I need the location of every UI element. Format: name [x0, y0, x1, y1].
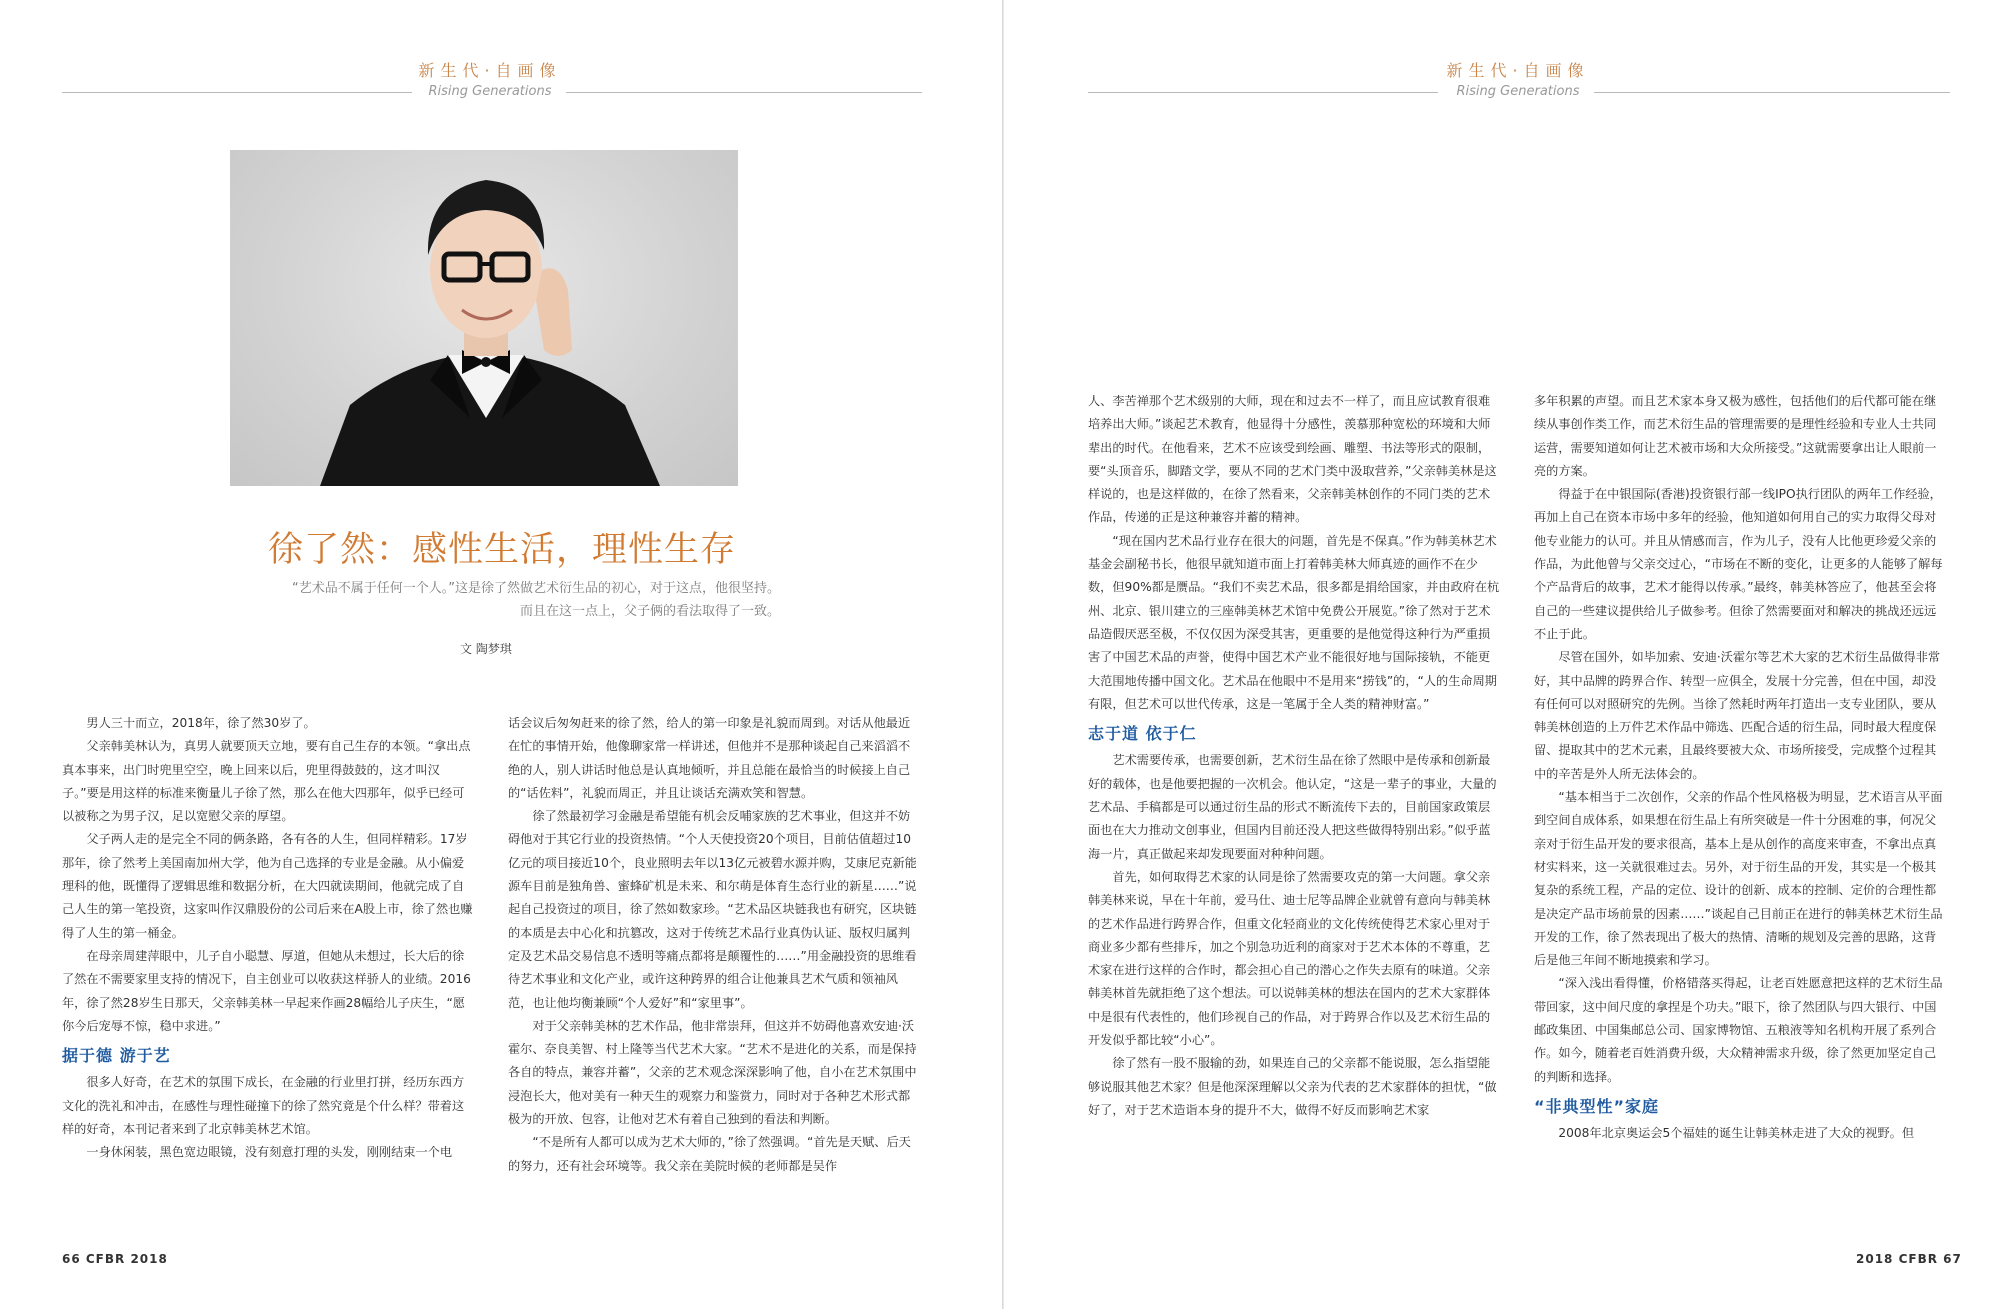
text-column-1 [62, 712, 476, 1165]
portrait-illustration [230, 150, 738, 486]
paragraph: “现在国内艺术品行业存在很大的问题，首先是不保真。”作为韩美林艺术基金会副秘书长，他很早就知道市面上打着韩美林大师真迹的画作不在少数，但90%都是赝品。“我们不卖艺术品，很多都是捐给国家，并由政府在杭州、北京、银川建立的三座韩美林艺术馆中免费公开展览。”徐了然对于艺术品造假厌恶至极，不仅仅因为深受其害，更重要的是他觉得这种行为严重损害了中国艺术品的声誉，使得中国艺术产业不能很好地与国际接轨，不能更大范围地传播中国文化。艺术品在他眼中不是用来“捞钱”的，“人的生命周期有限，但艺术可以世代传承，这是一笔属于全人类的精神财富。” [1088, 533, 1500, 711]
header-rule-left [62, 92, 412, 93]
header-rule-right [566, 92, 922, 93]
paragraph: “基本相当于二次创作，父亲的作品个性风格极为明显，艺术语言从平面到空间自成体系，如果想在衍生品上有所突破是一件十分困难的事，何况父亲对于衍生品开发的要求很高，基本上是从创作的高度来审查，不拿出点真材实料来，这一关就很难过去。另外，对于衍生品的开发，其实是一个极其复杂的系统工程，产品的定位、设计的创新、成本的控制、定价的合理性都是决定产品市场前景的因素……”谈起自己目前正在进行的韩美林艺术衍生品开发的工作，徐了然表现出了极大的热情、清晰的规划及完善的思路，这背后是他三年间不断地摸索和学习。 [1534, 790, 1943, 968]
article-title: 徐了然：感性生活，理性生存 [267, 530, 736, 570]
section-title-cn: 新生代·自画像 [418, 61, 562, 80]
paragraph: 对于父亲韩美林的艺术作品，他非常崇拜，但这并不妨碍他喜欢安迪·沃霍尔、奈良美智、村上隆等当代艺术大家。“艺术不是进化的关系，而是保持各自的特点，兼容并蓄”，父亲的艺术观念深深影响了他，自小在艺术氛围中浸泡长大，他对美有一种天生的观察力和鉴赏力，同时对于各种艺术形式都极为的开放、包容，让他对艺术有着自己独到的看法和判断。 [508, 1018, 917, 1127]
section-heading: 据于德 游于艺 [62, 1046, 171, 1066]
paragraph: 一身休闲装，黑色宽边眼镜，没有刻意打理的头发，刚刚结束一个电 [86, 1145, 453, 1160]
article-byline: 文 陶梦琪 [460, 642, 512, 656]
text-column-2 [508, 712, 922, 1178]
article-deck-line-1: “艺术品不属于任何一个人。”这是徐了然做艺术衍生品的初心，对于这点，他很坚持。 [292, 581, 780, 596]
paragraph: 得益于在中银国际(香港)投资银行部一线IPO执行团队的两年工作经验，再加上自己在资本市场中多年的经验，他知道如何用自己的实力取得父母对他专业能力的认可。并且从情感而言，作为儿子，没有人比他更珍爱父亲的作品，为此他曾与父亲交过心，“市场在不断的变化，让更多的人能够了解每个产品背后的故事，艺术才能得以传承。”最终，韩美林答应了，他甚至会将自己的一些建议提供给儿子做参考。但徐了然需要面对和解决的挑战还远远不止于此。 [1534, 487, 1943, 641]
section-title-en: Rising Generations [1456, 84, 1580, 99]
header-rule-left [1088, 92, 1438, 93]
paragraph: 艺术需要传承，也需要创新，艺术衍生品在徐了然眼中是传承和创新最好的载体，也是他要把握的一次机会。他认定，“这是一辈子的事业，大量的艺术品、手稿都是可以通过衍生品的形式不断流传下去的，目前国家政策层面也在大力推动文创事业，但国内目前还没人把这些做得特别出彩。”似乎蓝海一片，真正做起来却发现要面对种种问题。 [1088, 753, 1497, 861]
paragraph: 2008年北京奥运会5个福娃的诞生让韩美林走进了大众的视野。但 [1558, 1126, 1915, 1141]
section-title-cn: 新生代·自画像 [1446, 61, 1590, 80]
portrait-photo [230, 150, 738, 486]
paragraph: “深入浅出看得懂，价格错落买得起，让老百姓愿意把这样的艺术衍生品带回家，这中间尺度的拿捏是个功夫。”眼下，徐了然团队与四大银行、中国邮政集团、中国集邮总公司、国家博物馆、五粮液等知名机构开展了系列合作。如今，随着老百姓消费升级，大众精神需求升级，徐了然更加坚定自己的判断和选择。 [1534, 976, 1943, 1084]
paragraph: 首先，如何取得艺术家的认同是徐了然需要攻克的第一大问题。拿父亲韩美林来说，早在十年前，爱马仕、迪士尼等品牌企业就曾有意向与韩美林的艺术作品进行跨界合作，但重文化轻商业的文化传统使得艺术家心里对于商业多少都有些排斥，加之个别急功近利的商家对于艺术本体的不尊重，艺术家在进行这样的合作时，都会担心自己的潜心之作失去原有的味道。父亲韩美林首先就拒绝了这个想法。可以说韩美林的想法在国内的艺术大家群体中是很有代表性的，他们珍视自己的作品，对于跨界合作以及艺术衍生品的开发似乎都比较“小心”。 [1088, 869, 1491, 1048]
paragraph: 尽管在国外，如毕加索、安迪·沃霍尔等艺术大家的艺术衍生品做得非常好，其中品牌的跨界合作、转型一应俱全，发展十分完善，但在中国，却没有任何可以对照研究的先例。当徐了然耗时两年打造出一支专业团队，要从韩美林创造的上万件艺术作品中筛选、匹配合适的衍生品，同时最大程度保留、提取其中的艺术元素，且最终要被大众、市场所接受，完成整个过程其中的辛苦是外人所无法体会的。 [1534, 650, 1941, 781]
page-number-right: 2018 CFBR 67 [1856, 1252, 1962, 1266]
page-number-left: 66 CFBR 2018 [62, 1252, 168, 1266]
paragraph: 在母亲周建萍眼中，儿子自小聪慧、厚道，但她从未想过，长大后的徐了然在不需要家里支持的情况下，自主创业可以收获这样骄人的业绩。2016年，徐了然28岁生日那天，父亲韩美林一早起来作画28幅给儿子庆生，“愿你今后宠辱不惊，稳中求进。” [62, 948, 471, 1033]
article-deck-line-2: 而且在这一点上，父子俩的看法取得了一致。 [519, 604, 780, 619]
section-heading: 志于道 依于仁 [1088, 724, 1197, 744]
paragraph: 很多人好奇，在艺术的氛围下成长，在金融的行业里打拼，经历东西方文化的洗礼和冲击，在感性与理性碰撞下的徐了然究竟是个什么样？带着这样的好奇，本刊记者来到了北京韩美林艺术馆。 [62, 1075, 465, 1137]
right-page [1004, 0, 2008, 1309]
section-title-en: Rising Generations [428, 84, 552, 99]
text-column-4 [1534, 390, 1948, 1146]
paragraph: 话会议后匆匆赶来的徐了然，给人的第一印象是礼貌而周到。对话从他最近在忙的事情开始，他像聊家常一样讲述，但他并不是那种谈起自己来滔滔不绝的人，别人讲话时他总是认真地倾听，并且总能在最恰当的时候接上自己的“话佐料”，礼貌而周正，并且让谈话充满欢笑和智慧。 [508, 716, 911, 800]
section-heading: “非典型性”家庭 [1534, 1096, 1660, 1116]
paragraph: 父亲韩美林认为，真男人就要顶天立地，要有自己生存的本领。“拿出点真本事来，出门时兜里空空，晚上回来以后，兜里得鼓鼓的，这才叫汉子。”要是用这样的标准来衡量儿子徐了然，那么在他大四那年，似乎已经可以被称之为男子汉，足以宽慰父亲的厚望。 [62, 739, 471, 824]
paragraph: “不是所有人都可以成为艺术大师的，”徐了然强调。“首先是天赋、后天的努力，还有社会环境等。我父亲在美院时候的老师都是吴作 [508, 1135, 911, 1173]
paragraph: 多年积累的声望。而且艺术家本身又极为感性，包括他们的后代都可能在继续从事创作类工作，而艺术衍生品的管理需要的是理性经验和专业人士共同运营，需要知道如何让艺术被市场和大众所接受。”这就需要拿出让人眼前一亮的方案。 [1534, 394, 1937, 478]
paragraph: 父子两人走的是完全不同的俩条路，各有各的人生，但同样精彩。17岁那年，徐了然考上美国南加州大学，他为自己选择的专业是金融。从小偏爱理科的他，既懂得了逻辑思维和数据分析，在大四就读期间，他就完成了自己人生的第一笔投资，这家叫作汉鼎股份的公司后来在A股上市，徐了然也赚得了人生的第一桶金。 [62, 832, 473, 940]
paragraph: 徐了然有一股不服输的劲，如果连自己的父亲都不能说服，怎么指望能够说服其他艺术家？但是他深深理解以父亲为代表的艺术家群体的担忧，“做好了，对于艺术造诣本身的提升不大，做得不好反而影响艺术家 [1088, 1056, 1497, 1117]
paragraph: 人、李苦禅那个艺术级别的大师，现在和过去不一样了，而且应试教育很难培养出大师。”谈起艺术教育，他显得十分感性，羡慕那种宽松的环境和大师辈出的时代。在他看来，艺术不应该受到绘画、雕塑、书法等形式的限制，要“头顶音乐，脚踏文学，要从不同的艺术门类中汲取营养，”父亲韩美林是这样说的，也是这样做的，在徐了然看来，父亲韩美林创作的不同门类的艺术作品，传递的正是这种兼容并蓄的精神。 [1088, 394, 1497, 525]
paragraph: 男人三十而立，2018年，徐了然30岁了。 [86, 716, 316, 730]
paragraph: 徐了然最初学习金融是希望能有机会反哺家族的艺术事业，但这并不妨碍他对于其它行业的投资热情。“个人天使投资20个项目，目前估值超过10亿元的项目接近10个，良业照明去年以13亿元被碧水源并购，艾康尼克新能源车目前是独角兽、蜜蜂矿机是未来、和尔萌是体育生态行业的新星……”说起自己投资过的项目，徐了然如数家珍。“艺术品区块链我也有研究，区块链的本质是去中心化和抗篡改，这对于传统艺术品行业真伪认证、版权归属判定及艺术品交易信息不透明等痛点都将是颠覆性的……”用金融投资的思维看待艺术事业和文化产业，或许这种跨界的组合让他兼具艺术气质和领袖风范，也让他均衡兼顾“个人爱好”和“家里事”。 [508, 809, 917, 1010]
text-column-3 [1088, 390, 1502, 1122]
header-rule-right [1594, 92, 1950, 93]
